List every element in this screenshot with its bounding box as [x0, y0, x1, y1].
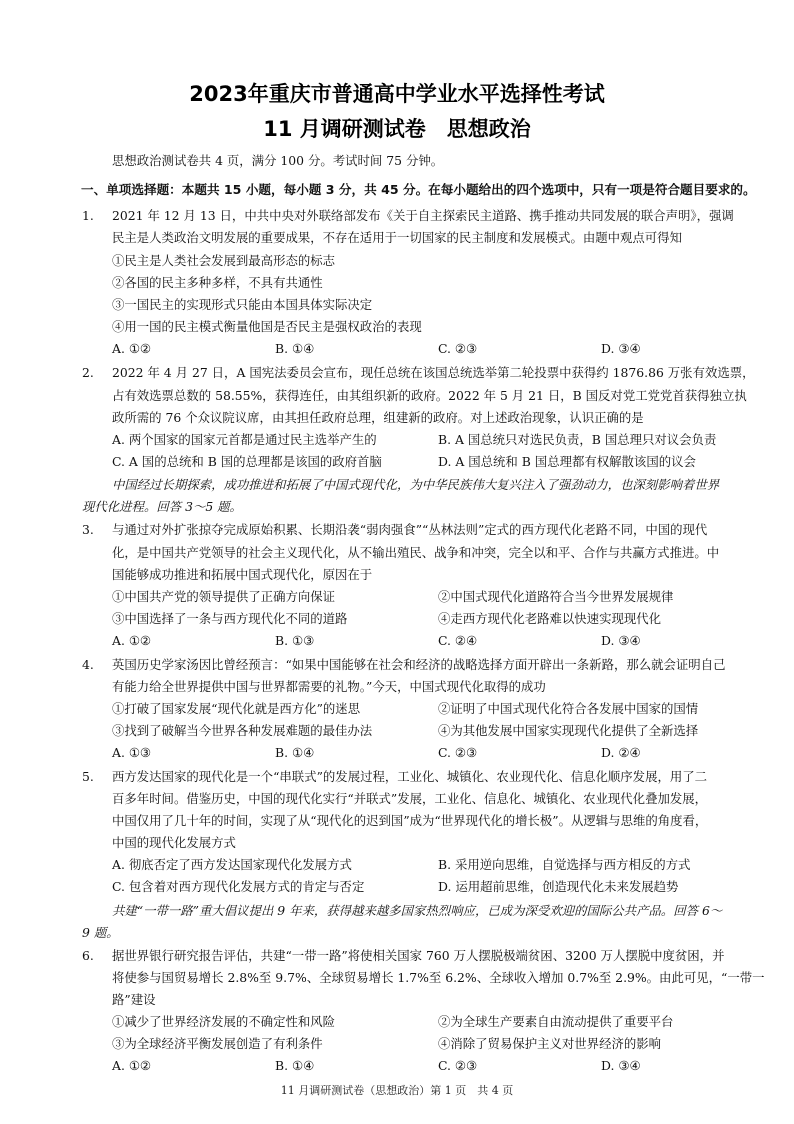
question-stem-line: 英国历史学家汤因比曾经预言：“如果中国能够在社会和经济的战略选择方面开辟出一条新路，那么就会证明自己	[112, 657, 726, 672]
statement: ①打破了国家发展“现代化就是西方化”的迷思	[112, 701, 361, 716]
option-d: D. A 国总统和 B 国总理都有权解散该国的议会	[438, 454, 696, 469]
option-d: D. ③④	[601, 633, 641, 648]
option-a: A. ①②	[112, 341, 152, 356]
question-number: 5.	[82, 769, 94, 784]
question-number: 6.	[82, 948, 94, 963]
question-stem-line: 2021 年 12 月 13 日，中共中央对外联络部发布《关于自主探索民主道路、携手推动共同发展的联合声明》，强调	[112, 208, 734, 223]
option-d: D. 运用超前思维，创造现代化未来发展趋势	[438, 879, 679, 894]
question-stem-line: 中国的现代化发展方式	[112, 835, 236, 850]
question-stem-line: 2022 年 4 月 27 日，A 国宪法委员会宣布，现任总统在该国总统选举第二轮投票中获得约 1876.86 万张有效选票，	[112, 365, 755, 380]
option-b: B. A 国总统只对选民负责，B 国总理只对议会负责	[438, 432, 717, 447]
question-stem-line: 化，是中国共产党领导的社会主义现代化，从不输出殖民、战争和冲突，完全以和平、合作与共赢方式推进。中	[112, 545, 720, 560]
option-c: C. 包含着对西方现代化发展方式的肯定与否定	[112, 879, 365, 894]
statement: ③为全球经济平衡发展创造了有利条件	[112, 1036, 323, 1051]
statement: ①中国共产党的领导提供了正确方向保证	[112, 589, 336, 604]
passage-line: 9 题。	[82, 925, 119, 940]
question-stem-line: 百多年时间。借鉴历史，中国的现代化实行“并联式”发展，工业化、信息化、城镇化、农业现代化叠加发展，	[112, 791, 708, 806]
question-stem-line: 中国仅用了几十年的时间，实现了从“现代化的迟到国”成为“世界现代化的增长极”。从逻辑与思维的角度看，	[112, 813, 708, 828]
passage-line: 共建“一带一路”重大倡议提出 9 年来，获得越来越多国家热烈响应，已成为深受欢迎的国际公共产品。回答 6～	[112, 903, 723, 918]
option-a: A. ①②	[112, 1058, 152, 1073]
passage-line: 现代化进程。回答 3～5 题。	[82, 499, 242, 514]
option-d: D. ③④	[601, 341, 641, 356]
page-footer: 11 月调研测试卷（思想政治）第 1 页 共 4 页	[280, 1084, 514, 1097]
option-b: B. ①④	[275, 341, 315, 356]
option-a: A. 彻底否定了西方发达国家现代化发展方式	[112, 857, 352, 872]
statement: ④走西方现代化老路难以快速实现现代化	[438, 611, 662, 626]
option-b: B. ①③	[275, 633, 315, 648]
option-d: D. ②④	[601, 745, 641, 760]
statement: ③找到了破解当今世界各种发展难题的最佳办法	[112, 723, 373, 738]
option-c: C. ②③	[438, 341, 478, 356]
statement: ③中国选择了一条与西方现代化不同的道路	[112, 611, 348, 626]
statement: ④消除了贸易保护主义对世界经济的影响	[438, 1036, 662, 1051]
option-c: C. ②③	[438, 1058, 478, 1073]
statement: ②证明了中国式现代化符合各发展中国家的国情	[438, 701, 699, 716]
question-stem-line: 与通过对外扩张掠夺完成原始积累、长期沿袭“弱肉强食”“丛林法则”定式的西方现代化老路不同，中国的现代	[112, 522, 708, 537]
exam-title: 2023年重庆市普通高中学业水平选择性考试	[189, 82, 605, 106]
question-stem-line: 有能力给全世界提供中国与世界都需要的礼物。”今天，中国式现代化取得的成功	[112, 679, 546, 694]
option-a: A. ①②	[112, 633, 152, 648]
statement: ①减少了世界经济发展的不确定性和风险	[112, 1014, 336, 1029]
question-stem-line: 政所需的 76 个众议院议席，由其担任政府总理，组建新的政府。对上述政治现象，认识正确的是	[112, 410, 644, 425]
option-b: B. ①④	[275, 745, 315, 760]
option-b: B. ①④	[275, 1058, 315, 1073]
question-stem-line: 路”建设	[112, 992, 156, 1007]
question-stem-line: 民主是人类政治文明发展的重要成果，不存在适用于一切国家的民主制度和发展模式。由题中观点可得知	[112, 230, 682, 245]
passage-line: 中国经过长期探索，成功推进和拓展了中国式现代化，为中华民族伟大复兴注入了强劲动力，也深刻影响着世界	[112, 477, 720, 492]
statement: ①民主是人类社会发展到最高形态的标志	[112, 253, 336, 268]
exam-subtitle: 11 月调研测试卷 思想政治	[263, 117, 531, 141]
statement: ④为其他发展中国家实现现代化提供了全新选择	[438, 723, 699, 738]
question-stem-line: 西方发达国家的现代化是一个“串联式”的发展过程，工业化、城镇化、农业现代化、信息化顺序发展，用了二	[112, 769, 708, 784]
statement: ④用一国的民主模式衡量他国是否民主是强权政治的表现	[112, 319, 422, 334]
statement: ②为全球生产要素自由流动提供了重要平台	[438, 1014, 674, 1029]
option-c: C. ②③	[438, 745, 478, 760]
option-d: D. ③④	[601, 1058, 641, 1073]
question-number: 4.	[82, 657, 94, 672]
option-b: B. 采用逆向思维，自觉选择与西方相反的方式	[438, 857, 691, 872]
question-number: 3.	[82, 522, 94, 537]
statement: ③一国民主的实现形式只能由本国具体实际决定	[112, 297, 373, 312]
section-heading: 一、单项选择题：本题共 15 小题，每小题 3 分，共 45 分。在每小题给出的四个选项中，只有一项是符合题目要求的。	[81, 182, 756, 197]
statement: ②中国式现代化道路符合当今世界发展规律	[438, 589, 674, 604]
statement: ②各国的民主多种多样，不具有共通性	[112, 275, 323, 290]
exam-intro: 思想政治测试卷共 4 页，满分 100 分。考试时间 75 分钟。	[112, 153, 444, 168]
question-number: 1.	[82, 208, 94, 223]
question-stem-line: 占有效选票总数的 58.55%，获得连任，由其组织新的政府。2022 年 5 月 21 日，B 国反对党工党党首获得独立执	[112, 388, 747, 403]
question-number: 2.	[82, 365, 94, 380]
option-a: A. 两个国家的国家元首都是通过民主选举产生的	[112, 432, 377, 447]
question-stem-line: 国能够成功推进和拓展中国式现代化，原因在于	[112, 567, 373, 582]
option-c: C. A 国的总统和 B 国的总理都是该国的政府首脑	[112, 454, 382, 469]
question-stem-line: 据世界银行研究报告评估，共建“一带一路”将使相关国家 760 万人摆脱极端贫困、3200 万人摆脱中度贫困，并	[112, 948, 725, 963]
option-a: A. ①③	[112, 745, 152, 760]
option-c: C. ②④	[438, 633, 478, 648]
question-stem-line: 将使参与国贸易增长 2.8%至 9.7%、全球贸易增长 1.7%至 6.2%、全球收入增加 0.7%至 2.9%。由此可见，“一带一	[112, 970, 765, 985]
